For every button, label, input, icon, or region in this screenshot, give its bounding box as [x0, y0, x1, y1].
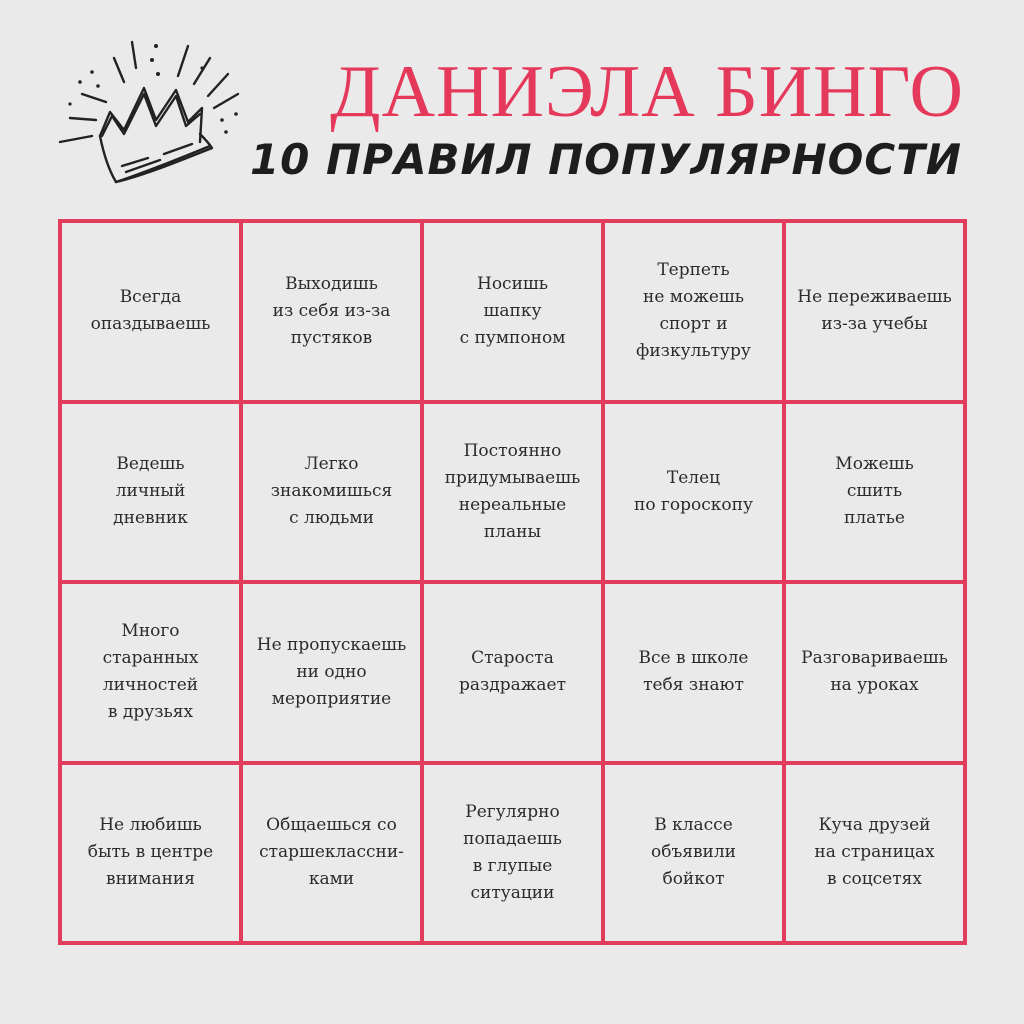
bingo-cell[interactable] — [241, 221, 422, 402]
bingo-cell[interactable] — [422, 402, 603, 583]
bingo-cell[interactable] — [784, 763, 965, 944]
bingo-cell-text: Телец по гороскопу — [634, 467, 753, 515]
bingo-cell-text: Всегда опаздываешь — [90, 287, 211, 335]
bingo-cell-text: Не любишь быть в центре внимания — [87, 815, 214, 890]
bingo-cell-text: Регулярно попадаешь в глупые ситуации — [463, 801, 562, 903]
bingo-cell[interactable] — [603, 582, 784, 763]
bingo-cell[interactable] — [422, 582, 603, 763]
bingo-cell-text: Не переживаешь из-за учебы — [797, 287, 952, 335]
crown-icon — [52, 38, 252, 198]
bingo-cell[interactable] — [603, 402, 784, 583]
bingo-cell[interactable] — [603, 221, 784, 402]
bingo-cell-text: Выходишь из себя из-за пустяков — [272, 273, 391, 348]
page-subtitle: 10 ПРАВИЛ ПОПУЛЯРНОСТИ — [249, 135, 962, 184]
bingo-cell-text: Легко знакомишься с людьми — [270, 454, 393, 529]
bingo-cell[interactable] — [241, 402, 422, 583]
bingo-cell-text: Можешь сшить платье — [835, 454, 914, 529]
bingo-cell[interactable] — [60, 221, 241, 402]
bingo-cell[interactable] — [603, 763, 784, 944]
bingo-cell[interactable] — [784, 582, 965, 763]
bingo-cell[interactable] — [60, 763, 241, 944]
bingo-cell-text: Все в школе тебя знают — [638, 648, 749, 696]
bingo-cell-text: Не пропускаешь ни одно мероприятие — [256, 634, 407, 709]
bingo-cell[interactable] — [422, 221, 603, 402]
bingo-cell[interactable] — [241, 763, 422, 944]
bingo-grid — [58, 219, 967, 945]
bingo-cell-text: Староста раздражает — [458, 648, 566, 696]
bingo-cell-text: В классе объявили бойкот — [650, 815, 737, 890]
bingo-cell-text: Общаешься со старшеклассни- ками — [259, 815, 404, 890]
bingo-cell[interactable] — [784, 402, 965, 583]
bingo-cell[interactable] — [241, 582, 422, 763]
bingo-cell-text: Много старанных личностей в друзьях — [102, 621, 199, 723]
bingo-cell[interactable] — [60, 402, 241, 583]
bingo-cell-text: Постоянно придумываешь нереальные планы — [444, 440, 581, 542]
page-title: ДАНИЭЛА БИНГО — [330, 51, 964, 133]
bingo-cell-text: Терпеть не можешь спорт и физкультуру — [636, 260, 751, 362]
bingo-cell-text: Носишь шапку с пумпоном — [459, 273, 566, 348]
bingo-cell-text: Разговариваешь на уроках — [801, 648, 948, 696]
bingo-cell[interactable] — [422, 763, 603, 944]
bingo-cell[interactable] — [60, 582, 241, 763]
bingo-cell-text: Куча друзей на страницах в соцсетях — [814, 815, 935, 890]
bingo-cell[interactable] — [784, 221, 965, 402]
bingo-cell-text: Ведешь личный дневник — [113, 454, 188, 529]
